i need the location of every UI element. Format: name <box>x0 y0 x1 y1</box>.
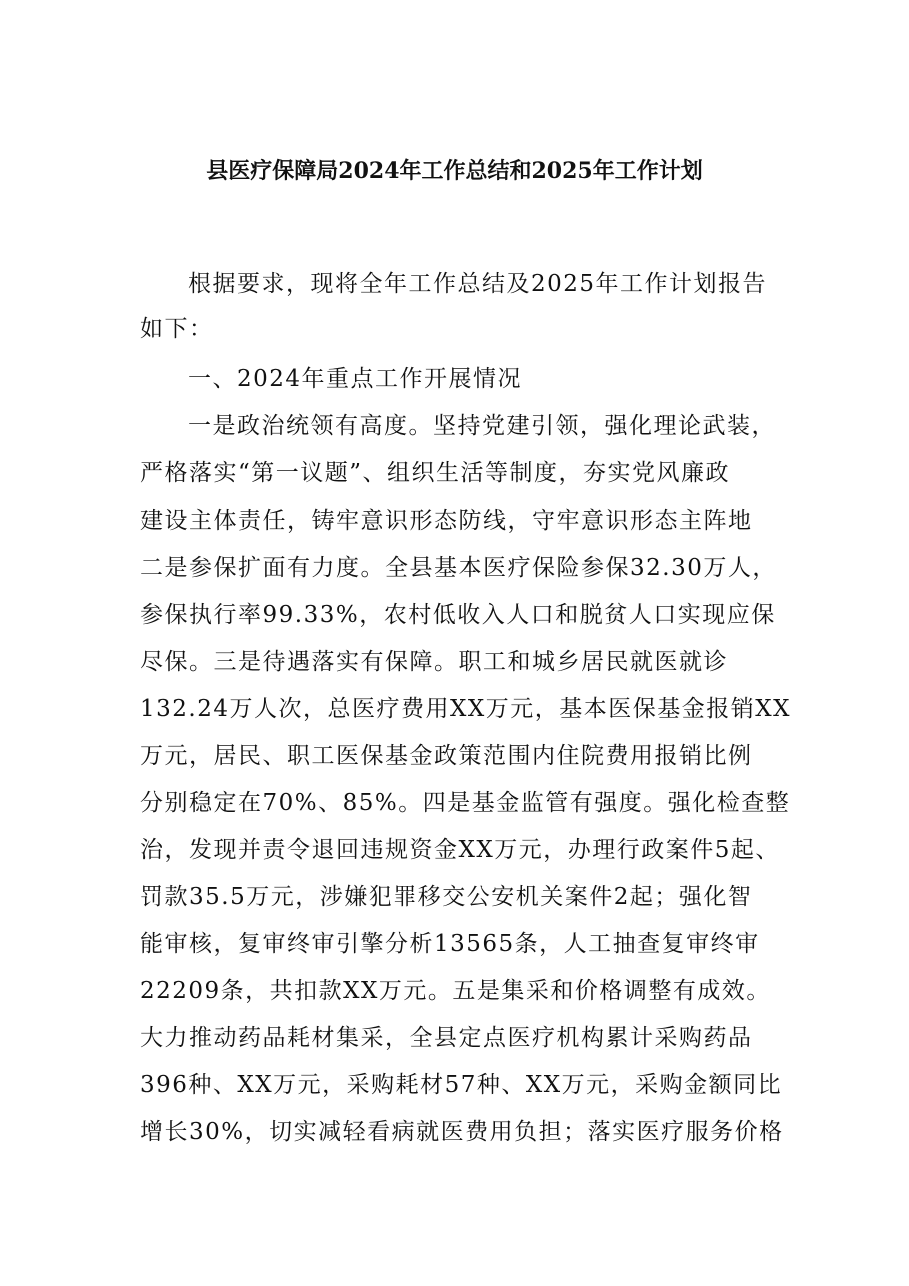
body-line: 增长30%，切实减轻看病就医费用负担；落实医疗服务价格 <box>140 1119 784 1145</box>
body-line: 一是政治统领有高度。坚持党建引领，强化理论武装， <box>188 413 776 439</box>
body-line: 严格落实“第一议题”、组织生活等制度，夯实党风廉政 <box>140 460 731 486</box>
body-line: 22209条，共扣款XX万元。五是集采和价格调整有成效。 <box>140 978 771 1004</box>
body-line: 396种、XX万元，采购耗材57种、XX万元，采购金额同比 <box>140 1072 783 1098</box>
body-line: 建设主体责任，铸牢意识形态防线，守牢意识形态主阵地 <box>140 508 753 534</box>
body-line: 参保执行率99.33%，农村低收入人口和脱贫人口实现应保 <box>140 602 776 628</box>
document-title: 县医疗保障局2024年工作总结和2025年工作计划 <box>206 158 703 184</box>
body-line: 万元，居民、职工医保基金政策范围内住院费用报销比例 <box>140 743 753 769</box>
body-line: 二是参保扩面有力度。全县基本医疗保险参保32.30万人， <box>140 555 777 581</box>
body-line: 大力推动药品耗材集采，全县定点医疗机构累计采购药品 <box>140 1025 753 1051</box>
body-line: 如下： <box>140 316 214 342</box>
body-line: 尽保。三是待遇落实有保障。职工和城乡居民就医就诊 <box>140 649 728 675</box>
body-line: 根据要求，现将全年工作总结及2025年工作计划报告 <box>188 271 768 297</box>
body-line: 罚款35.5万元，涉嫌犯罪移交公安机关案件2起；强化智 <box>140 884 753 910</box>
section-heading: 一、2024年重点工作开展情况 <box>188 366 523 392</box>
body-line: 分别稳定在70%、85%。四是基金监管有强度。强化检查整 <box>140 790 791 816</box>
body-line: 治，发现并责令退回违规资金XX万元，办理行政案件5起、 <box>140 837 780 863</box>
body-line: 132.24万人次，总医疗费用XX万元，基本医保基金报销XX <box>140 696 791 722</box>
body-line: 能审核，复审终审引擎分析13565条，人工抽查复审终审 <box>140 931 760 957</box>
